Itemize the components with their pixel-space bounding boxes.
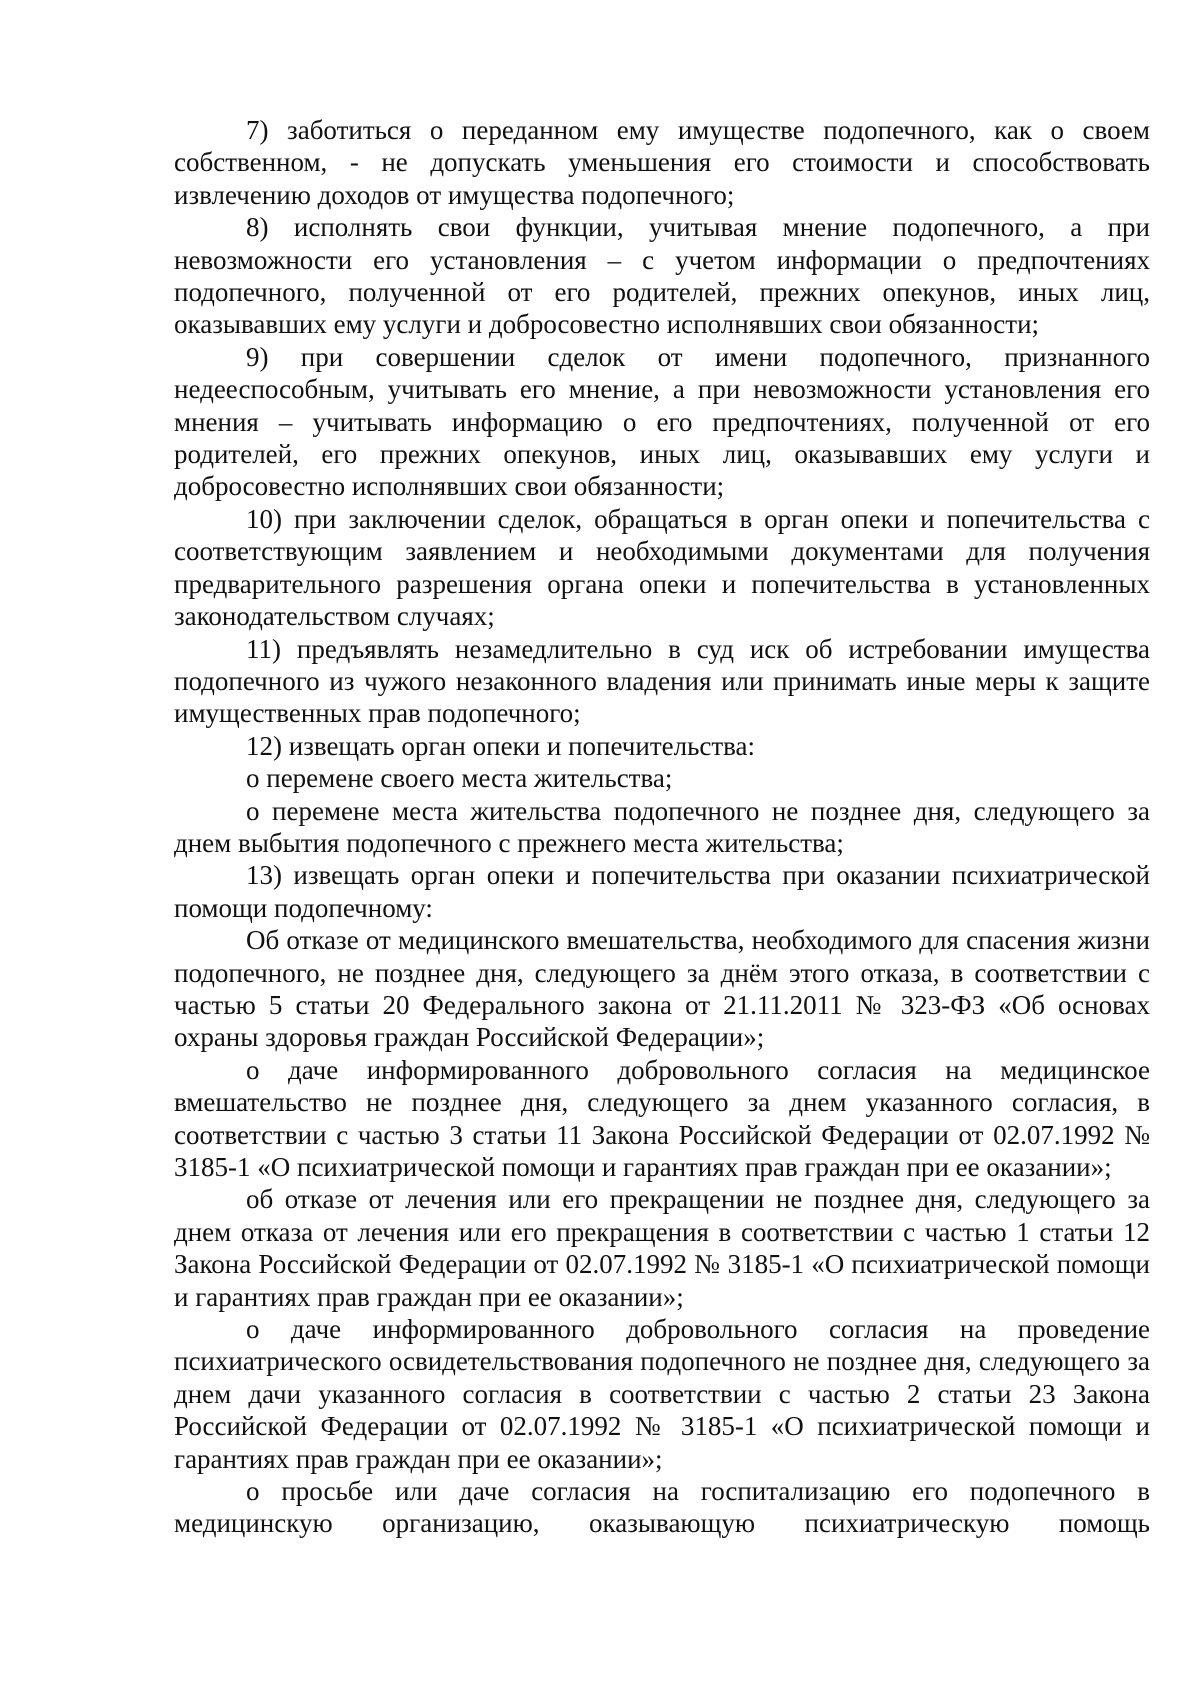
document-page	[174, 114, 1150, 1540]
paragraph-item-8: 8) исполнять свои функции, учитывая мнение подопечного, а при невозможности его установления – с учетом информации о предпочтениях подопечного, полученной от его родителей, прежних опекунов, иных лиц, оказывавших ему услуги и добросовестно исполнявших свои обязанности;	[174, 212, 1150, 340]
paragraph-hospitalization-consent: о просьбе или даче согласия на госпитализацию его подопечного в медицинскую организацию, оказывающую психиатрическую помощь	[174, 1476, 1150, 1539]
paragraph-refusal-medical-intervention: Об отказе от медицинского вмешательства, необходимого для спасения жизни подопечного, не позднее дня, следующего за днём этого отказа, в соответствии с частью 5 статьи 20 Федерального закона от 21.11.2011 № 323-ФЗ «Об основах охраны здоровья граждан Российской Федерации»;	[174, 925, 1150, 1053]
paragraph-refusal-treatment: об отказе от лечения или его прекращении не позднее дня, следующего за днем отказа от лечения или его прекращения в соответствии с частью 1 статьи 12 Закона Российской Федерации от 02.07.1992 № 3185-1 «О психиатрической помощи и гарантиях прав граждан при ее оказании»;	[174, 1184, 1150, 1312]
paragraph-consent-medical-intervention: о даче информированного добровольного согласия на медицинское вмешательство не позднее дня, следующего за днем указанного согласия, в соответствии с частью 3 статьи 11 Закона Российской Федерации от 02.07.1992 № 3185-1 «О психиатрической помощи и гарантиях прав граждан при ее оказании»;	[174, 1054, 1150, 1182]
paragraph-item-13: 13) извещать орган опеки и попечительства при оказании психиатрической помощи подопечному:	[174, 860, 1150, 923]
paragraph-item-9: 9) при совершении сделок от имени подопечного, признанного недееспособным, учитывать его мнение, а при невозможности установления его мнения – учитывать информацию о его предпочтениях, полученной от его родителей, его прежних опекунов, иных лиц, оказывавших ему услуги и добросовестно исполнявших свои обязанности;	[174, 341, 1150, 502]
paragraph-item-10: 10) при заключении сделок, обращаться в орган опеки и попечительства с соответствующим заявлением и необходимыми документами для получения предварительного разрешения органа опеки и попечительства в установленных законодательством случаях;	[174, 503, 1150, 632]
paragraph-ward-residence-change: о перемене места жительства подопечного не позднее дня, следующего за днем выбытия подопечного с прежнего места жительства;	[174, 795, 1150, 858]
paragraph-item-7: 7) заботиться о переданном ему имуществе подопечного, как о своем собственном, - не допускать уменьшения его стоимости и способствовать извлечению доходов от имущества подопечного;	[174, 115, 1150, 210]
paragraph-item-12: 12) извещать орган опеки и попечительства:	[246, 730, 756, 761]
paragraph-consent-examination: о даче информированного добровольного согласия на проведение психиатрического освидетельствования подопечного не позднее дня, следующего за днем дачи указанного согласия в соответствии с частью 2 статьи 23 Закона Российской Федерации от 02.07.1992 № 3185-1 «О психиатрической помощи и гарантиях прав граждан при ее оказании»;	[174, 1314, 1150, 1474]
paragraph-residence-change: о перемене своего места жительства;	[246, 763, 673, 794]
paragraph-item-11: 11) предъявлять незамедлительно в суд иск об истребовании имущества подопечного из чужого незаконного владения или принимать иные меры к защите имущественных прав подопечного;	[174, 633, 1150, 729]
